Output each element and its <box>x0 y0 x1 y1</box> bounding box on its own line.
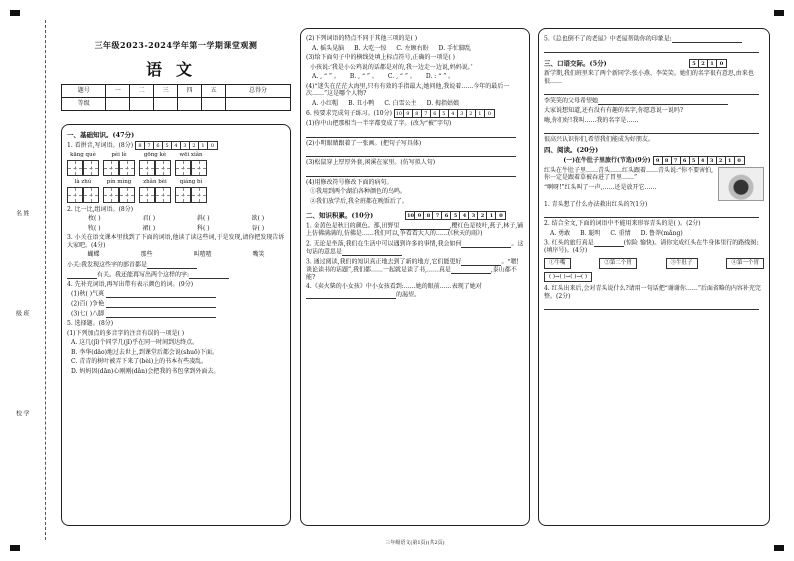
grade-cell[interactable] <box>178 98 202 111</box>
answer-line[interactable] <box>544 302 759 310</box>
writing-grid[interactable] <box>175 160 207 176</box>
route-step: ④第一个胃 <box>726 258 764 269</box>
writing-grid[interactable] <box>103 160 135 176</box>
question: (4)用修改符号修改下面的病句。 <box>306 178 393 186</box>
answer-line[interactable] <box>106 300 216 308</box>
story-illustration <box>718 167 764 201</box>
option[interactable]: D. 妈妈因(dān)心刚刚(dǎn)会把我的书包拿到外面去。 <box>71 367 220 375</box>
question: (2)下列词语的特点不同于其他三项的是( ) <box>306 35 418 42</box>
column-2 <box>300 28 530 526</box>
answer-line[interactable] <box>461 258 501 266</box>
pinyin: pèi lè <box>111 152 127 159</box>
paragraph: 新学期,我们班里来了两个新同学:张小燕、李笑笑。她们的名字很有意思,由来也很…… <box>544 70 754 85</box>
word: 蝴蝶 <box>87 251 100 259</box>
passage: 红头在牛肚子里……青头……红头跟着……青头说:“你不要害怕,你一定是跟着草被吞进了胃里……” <box>544 166 713 182</box>
option[interactable]: A. 摇头晃脑 <box>312 44 345 52</box>
writing-grid[interactable] <box>67 187 99 203</box>
option[interactable]: D. 手忙脚乱 <box>438 44 472 52</box>
option[interactable]: D. : “ ” 。 <box>425 73 455 80</box>
grade-label: 等级 <box>62 98 106 111</box>
score-header: 二 <box>130 85 154 98</box>
question: 3. 通过阅读,我们的知识真正地去到了新的地方,它们能更好 <box>306 258 462 265</box>
question: ,泰山都不能? <box>306 266 517 281</box>
option[interactable]: C. 青青的树叶被弄下来了(bèi)上的书本有些凌乱。 <box>71 358 208 366</box>
option[interactable]: C. , “ ” 。 <box>387 73 416 80</box>
answer-line[interactable] <box>306 130 516 138</box>
corner-mark <box>10 545 20 551</box>
paragraph: 李笑笑的父母希望她 <box>544 97 599 105</box>
corner-mark <box>774 10 784 16</box>
score-box[interactable]: 10 9 8 7 6 5 4 3 2 1 0 <box>394 109 495 118</box>
question: 的渴望。 <box>396 291 421 298</box>
pinyin: zhǎn bèi <box>143 179 167 185</box>
option[interactable]: B. 丑小鸭 <box>348 99 375 107</box>
pinyin: gōng kè <box>143 152 167 159</box>
question: 2. 比一比,组词语。(8分) <box>67 205 134 213</box>
question: 5. 选择题。(8分) <box>67 320 114 328</box>
route-answer[interactable]: ( )→( )→( )→( ) <box>544 272 764 283</box>
name-label: 姓名 <box>14 210 29 216</box>
option[interactable]: A. 勇敢 <box>550 229 571 237</box>
option[interactable]: C. 左顾右盼 <box>396 44 429 52</box>
option[interactable]: D. 拇指姑娘 <box>426 99 460 107</box>
answer-line[interactable] <box>147 261 197 269</box>
corner-mark <box>10 10 20 16</box>
score-header: 总得分 <box>226 85 291 98</box>
answer-line[interactable] <box>451 266 491 274</box>
option[interactable]: A. 小红帽 <box>312 99 339 107</box>
option[interactable]: C. 重情 <box>610 229 631 237</box>
writing-grid[interactable] <box>139 160 171 176</box>
score-box[interactable]: 9 8 7 6 5 4 3 2 1 0 <box>653 156 745 165</box>
answer-line[interactable] <box>106 310 216 318</box>
question: 2. 结合全文,下面的词语中不能用来形容青头的是( )。(2分) <box>544 220 701 228</box>
grade-cell[interactable] <box>154 98 178 111</box>
writing-grid[interactable] <box>139 187 171 203</box>
pinyin: kāng què <box>70 152 96 159</box>
exam-title: 三年级2023-2024学年第一学期课堂观测 <box>94 40 258 50</box>
subject-title: 语文 <box>145 60 206 79</box>
option[interactable]: B. 大吃一惊 <box>354 44 387 52</box>
answer-line[interactable] <box>306 169 516 177</box>
grade-cell[interactable] <box>130 98 154 111</box>
option[interactable]: B. , “ ” 。 <box>349 73 378 80</box>
school-label: 学校 <box>14 410 29 416</box>
score-table <box>61 84 291 111</box>
passage: “啊呀!”红头叫了一声,……还是放开它…… <box>544 183 657 191</box>
answer-line[interactable] <box>189 271 229 279</box>
answer-line[interactable] <box>544 45 759 53</box>
word: 那些 <box>140 251 153 259</box>
score-box[interactable]: 10 9 8 7 6 5 4 3 2 1 0 <box>405 211 506 220</box>
column-1 <box>61 124 291 526</box>
fold-line <box>45 20 46 540</box>
score-header: 三 <box>154 85 178 98</box>
answer-line[interactable] <box>544 126 759 134</box>
option[interactable]: B. 聪明 <box>580 229 601 237</box>
compare-item[interactable]: 谷( ) <box>251 224 265 232</box>
answer-line[interactable] <box>594 239 624 247</box>
question: (1)你中山把那相当一半字都变成了字。(改为“被”字句) <box>306 120 452 127</box>
answer-line[interactable] <box>306 149 516 157</box>
fill-text: 有关。我还能再写出两个这样的字: <box>97 271 190 279</box>
word: 叫喳喳 <box>193 251 212 259</box>
section-reading: 四、阅读。(20分) <box>544 145 599 154</box>
writing-grid[interactable] <box>175 187 207 203</box>
idiom-item[interactable]: (1)秋( )气爽 <box>71 290 105 298</box>
score-header: 一 <box>106 85 130 98</box>
option[interactable]: A. , “ ” 。 <box>312 73 340 80</box>
paragraph: 很高兴认识你们,希望我们能成为好朋友。 <box>544 136 654 143</box>
score-box[interactable]: 5 2 1 0 <box>689 59 727 68</box>
corner-mark <box>774 545 784 551</box>
sentence: 小孩说:‘我是小公鸡说的话都是对的,我一边走一边说,妈妈说。’ <box>310 63 473 71</box>
option[interactable]: B. 李华(dǎo)地过去世上,到课堂后都会说(shuō)下面。 <box>71 348 218 356</box>
answer-line[interactable] <box>598 97 728 105</box>
question: 1. 金黄色是秋日的颜色。那,田野里 <box>306 222 400 230</box>
route-step: ②第二个胃 <box>599 258 637 269</box>
question: 。这句话的意思是 <box>306 240 524 255</box>
paragraph: 大家说想知道,还有没有有趣的名字,你愿意说一说吗? <box>544 107 684 114</box>
compare-item[interactable]: 欲( ) <box>251 215 265 223</box>
compare-item[interactable]: 君( ) <box>142 215 156 223</box>
pinyin: wēi xiǎn <box>179 152 203 159</box>
question: 4. 先补充词语,再写出带有表示颜色的词。(9分) <box>67 280 194 288</box>
reading-title: (一)在牛肚子里旅行(节选)(9分) <box>563 156 651 164</box>
option[interactable]: A. 这几(jǐ)个同学几(jī)乎在同一时间到达终点。 <box>71 339 199 347</box>
section-oral: 三、口语交际。(5分) <box>544 59 607 68</box>
option[interactable]: C. 白雪公主 <box>384 99 417 107</box>
option[interactable]: D. 鲁莽(mǎng) <box>640 229 683 237</box>
score-header: 五 <box>202 85 226 98</box>
question: 6. 按要求完成句子练习。(10分) <box>306 110 392 117</box>
question: 3. 小关在语文课本里找到了下面的词语,他读了读这些词,于是发现,请你把发现告诉大家吧。(4分) <box>67 234 285 249</box>
compare-item[interactable]: 斜( ) <box>196 215 210 223</box>
grade-cell[interactable] <box>226 98 291 111</box>
answer-line[interactable] <box>400 222 450 230</box>
score-box[interactable]: 8 7 6 5 4 3 2 1 0 <box>135 141 218 150</box>
question: (惊险 愉快)。请你完成红头在牛身体里行的路线图:(填序号)。(4分) <box>544 239 759 255</box>
sentence[interactable]: ②我们放学后,我全班都在晚饭后了。 <box>310 197 408 205</box>
class-label: 班级 <box>14 310 29 316</box>
word: 嘴笑 <box>252 251 265 259</box>
answer-line[interactable] <box>106 290 216 298</box>
question: (4)“迷失在茫茫大海里,只有有效的手指最大,她问他,我说着……今年的最后一次……”这是哪个人物? <box>306 82 510 97</box>
compare-item[interactable]: 牧( ) <box>87 224 101 232</box>
section-accumulation: 二、知识积累。(10分) <box>306 211 374 220</box>
question: 。“嗯!谈论读书的话题”,我们都……一起就是读了书,……真是 <box>306 258 519 273</box>
question: 4. 红头出来后,会对青头说什么?请用一句话把“谢谢你……”后面省略的内容补充完整。(2分) <box>544 285 761 300</box>
pinyin: pín mìng <box>106 179 132 185</box>
idiom-item[interactable]: (3)七( )八脚 <box>71 310 105 318</box>
question: 3. 红头的旅行真是 <box>544 239 594 247</box>
fill-text: 小关:我发现这些字的部首都是 <box>67 261 148 269</box>
compare-item[interactable]: 裙( ) <box>142 224 156 232</box>
question: (3)松鼠穿上厚厚外套,闲溪在家里。(仿写拟人句) <box>306 159 436 166</box>
question: (1)下列加点的多音字的注音有误的一项是( ) <box>67 329 185 337</box>
writing-grid[interactable] <box>103 187 135 203</box>
score-header: 题号 <box>62 85 106 98</box>
sentence[interactable]: ①我用到两个湖泊各种颜色的鸟鸣。 <box>310 188 407 195</box>
paragraph: 嗨,你们好!我叫……我的名字是…… <box>544 116 639 124</box>
question: 1. 看拼音,写词语。(8分) <box>67 142 134 150</box>
writing-grid[interactable] <box>67 160 99 176</box>
page-footer: 三年级语文(第1页)(共2页) <box>385 540 445 546</box>
grade-cell[interactable] <box>202 98 226 111</box>
score-header: 四 <box>178 85 202 98</box>
question: (3)给下面句子中的横线处填上标点符号,正确的一项是( ) <box>306 54 455 61</box>
route-diagram <box>544 258 764 269</box>
question: 2. 无论是坐落,我们在生活中可以遇到许多的事情,我会如何 <box>306 240 462 247</box>
question: ,樱红色是枝叶,燕子,林子,铺上仿佛满满的,仿佛是……我们可以,争看看大人的……(《秋天的雨》) <box>306 222 524 237</box>
question: 5.《总也倒不了的老屋》中老屋帮助你的印象是: <box>544 35 672 43</box>
answer-line[interactable] <box>342 248 402 256</box>
answer-line[interactable] <box>544 87 759 95</box>
answer-line[interactable] <box>672 35 742 43</box>
pinyin: là zhú <box>74 179 92 185</box>
question: 1. 青头想了什么办法救出红头的?(1分) <box>544 200 648 208</box>
route-step: ③牛肚子 <box>666 258 698 269</box>
compare-item[interactable]: 枚( ) <box>87 215 101 223</box>
section-basics: 一、基础知识。(47分) <box>67 131 135 139</box>
answer-line[interactable] <box>544 210 759 218</box>
question: 4.《卖火柴的小女孩》中小女孩看到:……她的眼前……表现了她对 <box>306 283 482 290</box>
column-3 <box>538 28 770 526</box>
pinyin: qiáng bì <box>179 179 203 185</box>
grade-cell[interactable] <box>106 98 130 111</box>
idiom-item[interactable]: (2)百( )争艳 <box>71 300 105 308</box>
answer-line[interactable] <box>461 240 511 248</box>
answer-line[interactable] <box>67 271 97 279</box>
compare-item[interactable]: 科( ) <box>196 224 210 232</box>
answer-line[interactable] <box>306 291 396 299</box>
question: (2)小明眼睛跟着了一张画。(把句子写具体) <box>306 139 422 147</box>
route-step: ①牛嘴 <box>544 258 571 269</box>
